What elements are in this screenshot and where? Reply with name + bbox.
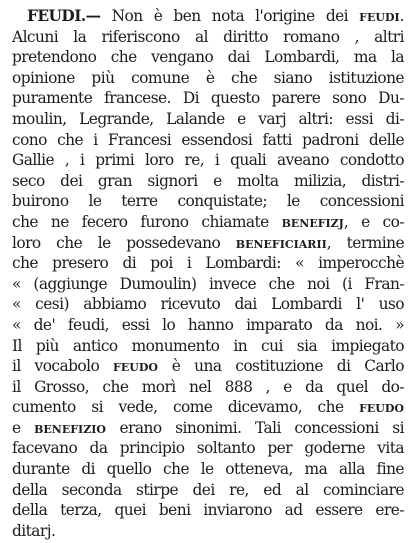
text-line bbox=[12, 294, 404, 315]
text-segment: « (aggiunge Dumoulin) invece che noi (i Fran- bbox=[12, 274, 404, 293]
text-line bbox=[12, 500, 404, 521]
text-line bbox=[12, 68, 404, 89]
text-segment: che presero di poi i Lombardi: « imperocchè bbox=[12, 254, 404, 273]
text-segment: seco dei gran signori e molta milizia, distri- bbox=[12, 171, 404, 190]
text-line bbox=[12, 191, 404, 212]
text-segment: opinione più comune è che siano istituzione bbox=[12, 68, 404, 87]
small-caps-term: benefizj bbox=[281, 212, 344, 231]
text-line bbox=[12, 130, 404, 151]
text-line bbox=[12, 418, 404, 439]
text-segment: il vocabolo bbox=[12, 357, 114, 376]
text-segment: Gallie , i primi loro re, i quali aveano condotto bbox=[12, 151, 404, 170]
text-line bbox=[12, 212, 404, 233]
text-segment: moulin, Legrande, Lalande e varj altri: essi di- bbox=[12, 109, 404, 128]
text-line bbox=[12, 88, 404, 109]
text-segment: che ne fecero furono chiamate bbox=[12, 212, 282, 231]
small-caps-term: feudo bbox=[113, 357, 158, 376]
text-line bbox=[12, 253, 404, 274]
text-line bbox=[12, 315, 404, 336]
text-segment: Alcuni la riferiscono al diritto romano , altri bbox=[12, 27, 404, 46]
text-line bbox=[12, 233, 404, 254]
article bbox=[12, 6, 404, 541]
text-segment: Non è ben nota l'origine dei bbox=[100, 7, 360, 25]
text-line bbox=[12, 480, 404, 501]
text-line bbox=[12, 336, 404, 357]
text-segment: ditarj. bbox=[12, 521, 56, 540]
small-caps-term: beneficiarii bbox=[235, 233, 327, 252]
text-line bbox=[12, 27, 404, 48]
text-segment: puramente francese. Di questo parere sono Du- bbox=[12, 89, 404, 108]
text-segment: , e co- bbox=[343, 212, 404, 231]
text-segment: loro che le possedevano bbox=[12, 233, 236, 252]
text-segment: il Grosso, che morì nel 888 , e da quel do- bbox=[12, 377, 404, 396]
text-segment: Il più antico monumento in cui sia impiegato bbox=[12, 336, 404, 355]
small-caps-term: feudi bbox=[359, 7, 400, 25]
text-line bbox=[12, 109, 404, 130]
text-segment: buirono le terre conquistate; le concessioni bbox=[12, 192, 404, 211]
text-line bbox=[12, 377, 404, 398]
text-segment: . bbox=[399, 7, 404, 25]
text-line bbox=[12, 521, 404, 542]
text-segment: pretendono che vengano dai Lombardi, ma la bbox=[12, 48, 404, 67]
small-caps-term: feudo bbox=[359, 398, 404, 417]
text-segment: , termine bbox=[326, 233, 404, 252]
text-line bbox=[12, 274, 404, 295]
text-segment: cono che i Francesi essendosi fatti padroni delle bbox=[12, 130, 404, 149]
text-segment: « de' feudi, essi lo hanno imparato da noi. » bbox=[12, 315, 404, 334]
text-segment: e bbox=[12, 418, 35, 437]
text-segment: facevano da principio soltanto per goderne vita bbox=[12, 439, 404, 458]
small-caps-term: benefizio bbox=[34, 418, 106, 437]
text-line bbox=[12, 438, 404, 459]
article-body bbox=[12, 6, 404, 541]
text-line bbox=[12, 171, 404, 192]
text-segment: della seconda stirpe dei re, ed al cominciare bbox=[12, 480, 404, 499]
text-segment: durante di quello che le otteneva, ma alla fine bbox=[12, 460, 404, 479]
text-line bbox=[12, 397, 404, 418]
text-segment: « cesi) abbiamo ricevuto dai Lombardi l' uso bbox=[12, 295, 404, 314]
text-line bbox=[12, 47, 404, 68]
text-segment: della terza, quei beni inviarono ad essere ere- bbox=[12, 501, 404, 520]
text-line bbox=[12, 6, 404, 27]
text-segment: erano sinonimi. Tali concessioni si bbox=[105, 418, 404, 437]
text-segment: è una costituzione di Carlo bbox=[157, 357, 404, 376]
text-line bbox=[12, 356, 404, 377]
text-segment: cumento si vede, come dicevamo, che bbox=[12, 398, 360, 417]
entry-heading: FEUDI.— bbox=[27, 7, 101, 25]
text-line bbox=[12, 459, 404, 480]
text-line bbox=[12, 150, 404, 171]
